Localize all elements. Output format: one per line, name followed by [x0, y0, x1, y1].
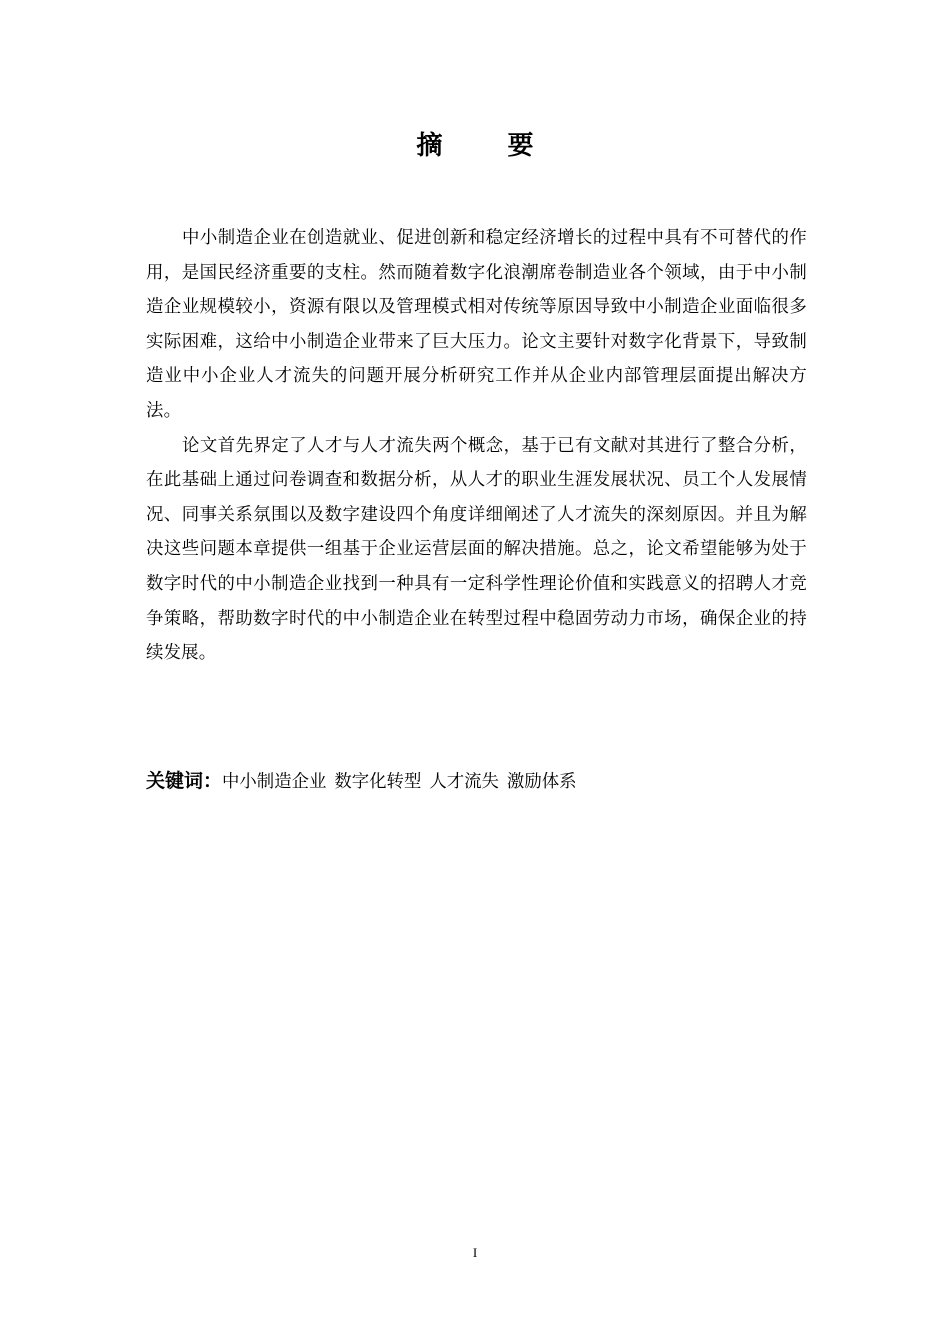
keywords-label: 关键词：: [146, 770, 223, 792]
abstract-title: 摘 要: [416, 131, 562, 161]
abstract-paragraph-2: 论文首先界定了人才与人才流失两个概念，基于已有文献对其进行了整合分析，在此基础上通过问卷调查和数据分析，从人才的职业生涯发展状况、员工个人发展情况、同事关系氛围以及数字建设四个角度详细阐述了人才流失的深刻原因。并且为解决这些问题本章提供一组基于企业运营层面的解决措施。总之，论文希望能够为处于数字时代的中小制造企业找到一种具有一定科学性理论价值和实践意义的招聘人才竞争策略，帮助数字时代的中小制造企业在转型过程中稳固劳动力市场，确保企业的持续发展。: [146, 435, 807, 664]
keyword-item: 人才流失: [429, 772, 499, 792]
keyword-item: 数字化转型: [334, 772, 422, 792]
abstract-body: [146, 221, 807, 671]
keywords-line: [146, 765, 807, 798]
abstract-paragraph-1: 中小制造企业在创造就业、促进创新和稳定经济增长的过程中具有不可替代的作用，是国民经济重要的支柱。然而随着数字化浪潮席卷制造业各个领域，由于中小制造企业规模较小，资源有限以及管理模式相对传统等原因导致中小制造企业面临很多实际困难，这给中小制造企业带来了巨大压力。论文主要针对数字化背景下，导致制造业中小企业人才流失的问题开展分析研究工作并从企业内部管理层面提出解决方法。: [146, 228, 807, 421]
keyword-item: 激励体系: [506, 772, 577, 792]
keyword-item: 中小制造企业: [222, 772, 327, 792]
page-number: I: [472, 1245, 478, 1260]
